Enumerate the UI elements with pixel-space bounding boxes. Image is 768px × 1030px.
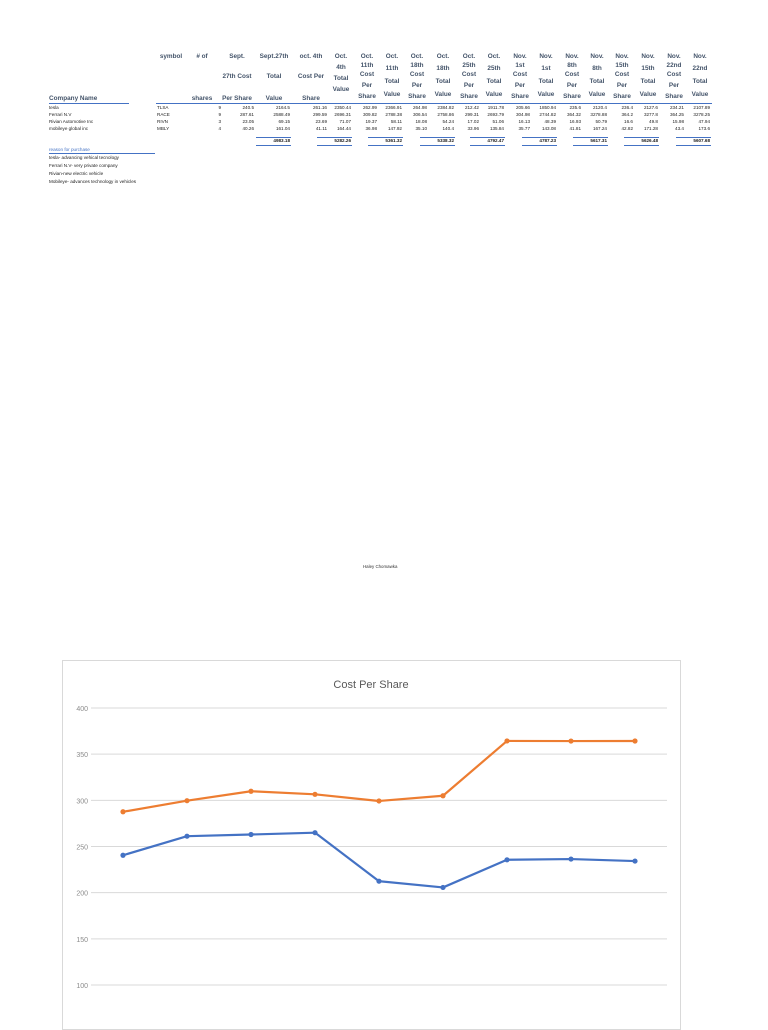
reason-underline <box>49 153 155 154</box>
value-cell: 299.31 <box>464 112 479 117</box>
value-cell: 49.8 <box>649 119 658 124</box>
header-line: Total <box>538 78 554 85</box>
header-line: Value <box>537 91 555 98</box>
y-tick-label: 250 <box>76 844 88 852</box>
value-cell: 69.15 <box>278 119 290 124</box>
header-underline <box>49 103 129 104</box>
company-cell: tesla <box>49 105 59 110</box>
value-cell: 306.54 <box>412 112 427 117</box>
company-cell: Rivian Automotive Inc <box>49 119 94 124</box>
header-line: 11th <box>360 62 374 69</box>
value-cell: 41.81 <box>569 126 581 131</box>
header-oct11-cost <box>355 52 379 101</box>
header-line: Cost <box>461 71 477 78</box>
value-cell: 71.07 <box>339 119 351 124</box>
value-cell: 33.96 <box>467 126 479 131</box>
company-cell: mobileye global inc <box>49 126 89 131</box>
header-line: Total <box>486 78 502 85</box>
y-tick-label: 150 <box>76 936 88 944</box>
header-line: Cost <box>564 71 580 78</box>
data-point <box>376 879 381 884</box>
header-nov22-total <box>687 52 713 99</box>
header-line: Per <box>411 82 423 89</box>
total-cell: 5282.26 <box>334 138 351 143</box>
value-cell: 2120.4 <box>592 105 607 110</box>
data-point <box>632 858 637 863</box>
value-cell: 143.08 <box>541 126 556 131</box>
value-cell: 23.69 <box>315 119 327 124</box>
y-tick-label: 300 <box>76 798 88 806</box>
value-cell: 51.06 <box>492 119 504 124</box>
value-cell: 16.13 <box>518 119 530 124</box>
value-cell: 3277.8 <box>643 112 658 117</box>
header-nov1-cost <box>508 52 532 101</box>
header-line: Total <box>589 78 605 85</box>
data-point <box>120 853 125 858</box>
header-oct25-total <box>482 52 506 99</box>
header-line: Total <box>435 78 451 85</box>
header-line: 11th <box>385 65 399 72</box>
value-cell: 43.4 <box>675 126 684 131</box>
value-cell: 19.37 <box>365 119 377 124</box>
header-line: 22nd <box>666 62 682 69</box>
header-oct11-total <box>380 52 404 99</box>
header-line: Value <box>588 91 606 98</box>
header-oct4-total: Oct. 4th Total Value <box>332 53 350 93</box>
total-top-border <box>256 137 291 138</box>
header-company: Company Name <box>49 95 98 102</box>
value-cell: 167.24 <box>592 126 607 131</box>
header-line: Cost <box>614 71 630 78</box>
value-cell: 2744.82 <box>539 112 556 117</box>
total-top-border <box>470 137 505 138</box>
chart-canvas <box>63 661 680 1029</box>
header-line: Total <box>640 78 656 85</box>
value-cell: 304.98 <box>515 112 530 117</box>
shares-cell: 3 <box>218 119 221 124</box>
value-cell: 2696.31 <box>334 112 351 117</box>
value-cell: 17.02 <box>467 119 479 124</box>
symbol-cell: MBLY <box>157 126 170 131</box>
header-line: Share <box>408 93 426 100</box>
value-cell: 309.82 <box>362 112 377 117</box>
header-line: Nov. <box>615 53 629 60</box>
header-line: Value <box>383 91 401 98</box>
header-line: Nov. <box>565 53 579 60</box>
header-line: Cost <box>512 71 528 78</box>
header-nov1-total <box>534 52 558 99</box>
data-point <box>504 738 509 743</box>
y-tick-label: 400 <box>76 706 88 713</box>
header-line: Oct. <box>487 53 501 60</box>
cost-per-share-chart <box>62 660 681 1030</box>
value-cell: 58.11 <box>390 119 402 124</box>
total-cell: 5338.32 <box>437 138 454 143</box>
author-name: Haley Chomawka <box>363 564 398 569</box>
header-nov15-cost <box>610 52 634 101</box>
value-cell: 2384.82 <box>437 105 454 110</box>
value-cell: 1850.94 <box>539 105 556 110</box>
data-point <box>248 789 253 794</box>
shares-cell: 9 <box>218 112 221 117</box>
value-cell: 42.82 <box>621 126 633 131</box>
reason-title: reason for purchase <box>49 147 90 152</box>
value-cell: 147.92 <box>387 126 402 131</box>
value-cell: 164.44 <box>336 126 351 131</box>
value-cell: 15.98 <box>672 119 684 124</box>
value-cell: 2366.91 <box>385 105 402 110</box>
value-cell: 23.05 <box>242 119 254 124</box>
total-top-border <box>368 137 403 138</box>
data-point <box>312 792 317 797</box>
header-line: Oct. <box>436 53 450 60</box>
header-line: Nov. <box>513 53 527 60</box>
header-line: Nov. <box>693 53 707 60</box>
header-line: Share <box>665 93 683 100</box>
header-nov8-cost <box>560 52 584 101</box>
header-line: Nov. <box>539 53 553 60</box>
header-line: Nov. <box>641 53 655 60</box>
value-cell: 364.2 <box>621 112 633 117</box>
value-cell: 364.32 <box>566 112 581 117</box>
total-underline <box>420 145 455 146</box>
header-line: Share <box>613 93 631 100</box>
total-underline <box>676 145 711 146</box>
y-tick-label: 350 <box>76 752 88 760</box>
value-cell: 2588.49 <box>273 112 290 117</box>
data-point <box>120 809 125 814</box>
total-top-border <box>676 137 711 138</box>
y-tick-label: 200 <box>76 890 88 898</box>
total-top-border <box>317 137 352 138</box>
reason-item: Ferrari N.V- very private company <box>49 163 118 168</box>
header-line: Per <box>463 82 475 89</box>
header-line: Value <box>691 91 709 98</box>
header-line: Value <box>434 91 452 98</box>
data-point <box>568 738 573 743</box>
y-tick-label: 100 <box>76 983 88 990</box>
header-line: Per <box>361 82 373 89</box>
reason-item: tesla- advancing vehical tecnology <box>49 155 119 160</box>
value-cell: 3278.25 <box>693 112 710 117</box>
header-sept-cost: Sept. 27th Cost Per Share <box>222 53 252 102</box>
total-underline <box>624 145 659 146</box>
header-line: Per <box>668 82 680 89</box>
value-cell: 2107.89 <box>693 105 710 110</box>
chart-title: Cost Per Share <box>333 679 409 691</box>
total-cell: 4983.18 <box>273 138 290 143</box>
total-top-border <box>420 137 455 138</box>
company-cell: Ferrari N.V <box>49 112 72 117</box>
header-nov22-cost <box>662 52 686 101</box>
header-sept-total: Sept.27th Total Value <box>259 53 289 102</box>
header-line: Cost <box>666 71 682 78</box>
header-line: Per <box>514 82 526 89</box>
value-cell: 205.66 <box>515 105 530 110</box>
symbol-cell: TLSA <box>157 105 169 110</box>
value-cell: 41.11 <box>315 126 327 131</box>
header-line: 8th <box>592 65 602 72</box>
value-cell: 235.6 <box>569 105 581 110</box>
data-point <box>184 834 189 839</box>
value-cell: 50.79 <box>595 119 607 124</box>
total-cell: 5607.68 <box>693 138 710 143</box>
value-cell: 48.39 <box>544 119 556 124</box>
data-point <box>568 856 573 861</box>
header-line: 15th <box>615 62 629 69</box>
header-line: Nov. <box>590 53 604 60</box>
data-point <box>440 793 445 798</box>
header-line: 15th <box>641 65 655 72</box>
header-line: 8th <box>567 62 577 69</box>
header-line: 18th <box>436 65 450 72</box>
total-top-border <box>573 137 608 138</box>
total-underline <box>522 145 557 146</box>
header-underline-right <box>156 103 712 104</box>
header-line: Share <box>511 93 529 100</box>
value-cell: 236.4 <box>621 105 633 110</box>
value-cell: 2788.38 <box>385 112 402 117</box>
shares-cell: 4 <box>218 126 221 131</box>
header-line: Share <box>460 93 478 100</box>
header-nov15-total <box>636 52 660 99</box>
total-underline <box>470 145 505 146</box>
value-cell: 171.28 <box>643 126 658 131</box>
header-line: Share <box>563 93 581 100</box>
data-point <box>376 798 381 803</box>
value-cell: 35.77 <box>518 126 530 131</box>
value-cell: 261.16 <box>312 105 327 110</box>
data-point <box>312 830 317 835</box>
value-cell: 18.08 <box>415 119 427 124</box>
data-point <box>632 738 637 743</box>
value-cell: 2758.86 <box>437 112 454 117</box>
header-line: Value <box>639 91 657 98</box>
header-line: Per <box>616 82 628 89</box>
value-cell: 36.98 <box>365 126 377 131</box>
value-cell: 54.24 <box>442 119 454 124</box>
data-point <box>248 832 253 837</box>
header-line: 18th <box>410 62 424 69</box>
symbol-cell: RIVN <box>157 119 168 124</box>
header-line: 25th <box>462 62 476 69</box>
value-cell: 173.6 <box>698 126 710 131</box>
header-line: Nov. <box>667 53 681 60</box>
total-cell: 5617.31 <box>590 138 607 143</box>
value-cell: 240.5 <box>242 105 254 110</box>
value-cell: 234.21 <box>669 105 684 110</box>
value-cell: 212.42 <box>464 105 479 110</box>
total-cell: 5361.32 <box>385 138 402 143</box>
value-cell: 161.04 <box>275 126 290 131</box>
header-shares: # of shares <box>191 53 213 102</box>
shares-cell: 9 <box>218 105 221 110</box>
value-cell: 140.4 <box>442 126 454 131</box>
total-top-border <box>624 137 659 138</box>
total-cell: 5626.48 <box>641 138 658 143</box>
value-cell: 287.61 <box>239 112 254 117</box>
header-line: Value <box>485 91 503 98</box>
header-line: 1st <box>515 62 525 69</box>
data-point <box>504 857 509 862</box>
header-line: Per <box>566 82 578 89</box>
total-underline <box>573 145 608 146</box>
header-line: Oct. <box>360 53 374 60</box>
header-line: Total <box>384 78 400 85</box>
value-cell: 35.10 <box>415 126 427 131</box>
header-line: 1st <box>541 65 551 72</box>
header-line: Oct. <box>385 53 399 60</box>
value-cell: 264.98 <box>412 105 427 110</box>
data-point <box>440 885 445 890</box>
header-line: Cost <box>359 71 375 78</box>
value-cell: 299.59 <box>312 112 327 117</box>
header-nov8-total <box>585 52 609 99</box>
total-top-border <box>522 137 557 138</box>
header-line: Oct. <box>462 53 476 60</box>
value-cell: 262.99 <box>362 105 377 110</box>
header-line: Total <box>692 78 708 85</box>
value-cell: 16.93 <box>569 119 581 124</box>
value-cell: 40.26 <box>242 126 254 131</box>
total-underline <box>256 145 291 146</box>
reason-item: Rivian-new electric vehicle <box>49 171 104 176</box>
total-underline <box>317 145 352 146</box>
reason-item: Mobileye- advances technology in vehicles <box>49 179 137 184</box>
header-oct18-total <box>430 52 456 99</box>
header-line: Cost <box>409 71 425 78</box>
value-cell: 364.25 <box>669 112 684 117</box>
value-cell: 2350.44 <box>334 105 351 110</box>
header-symbol: symbol <box>159 53 183 60</box>
header-line: Oct. <box>410 53 424 60</box>
value-cell: 2693.79 <box>487 112 504 117</box>
symbol-cell: RACE <box>157 112 170 117</box>
total-cell: 4792.47 <box>487 138 504 143</box>
data-point <box>184 798 189 803</box>
total-underline <box>368 145 403 146</box>
header-oct18-cost <box>405 52 429 101</box>
value-cell: 135.84 <box>489 126 504 131</box>
header-oct25-cost <box>457 52 481 101</box>
header-line: 22nd <box>692 65 708 72</box>
value-cell: 2164.5 <box>275 105 290 110</box>
value-cell: 3278.88 <box>590 112 607 117</box>
value-cell: 2127.6 <box>643 105 658 110</box>
header-oct4-cost: oct. 4th Cost Per Share <box>297 53 325 102</box>
value-cell: 16.6 <box>624 119 633 124</box>
header-line: Share <box>358 93 376 100</box>
total-cell: 4787.23 <box>539 138 556 143</box>
value-cell: 47.94 <box>698 119 710 124</box>
header-line: 25th <box>487 65 501 72</box>
value-cell: 1911.78 <box>487 105 504 110</box>
